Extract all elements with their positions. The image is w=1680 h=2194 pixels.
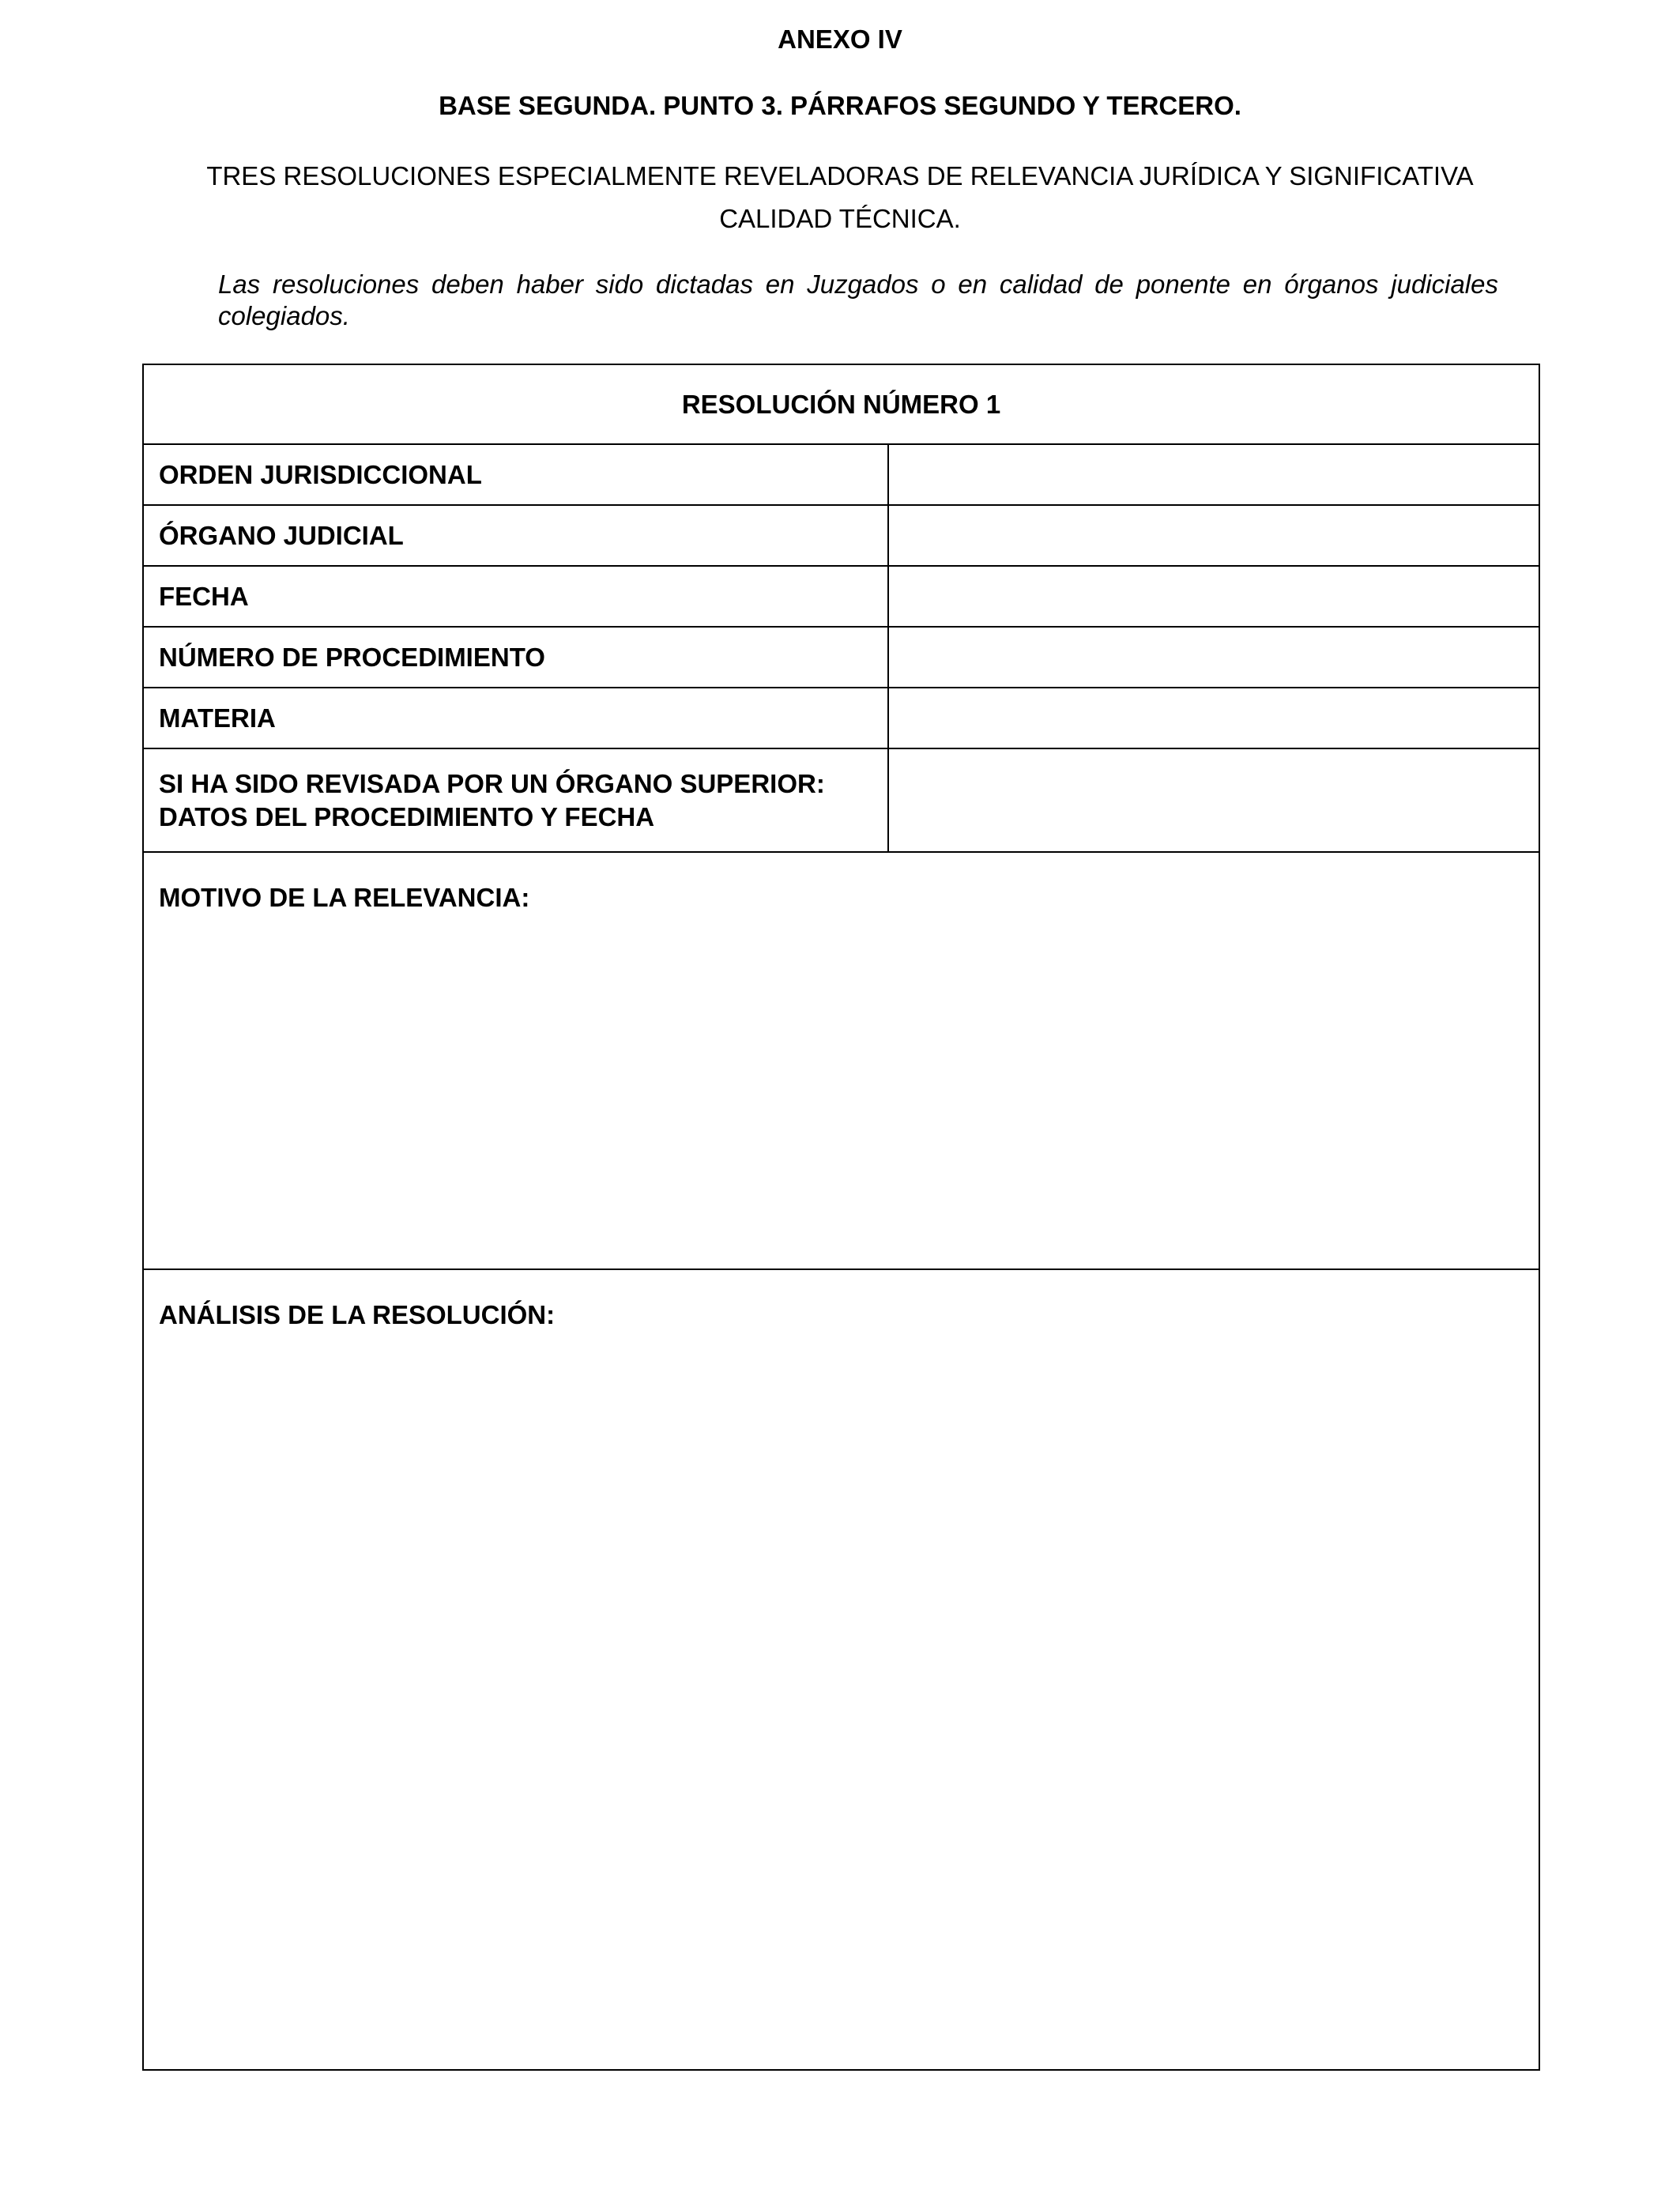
form-row-orden-jurisdiccional — [143, 444, 1539, 505]
annex-title: ANEXO IV — [778, 25, 902, 54]
form-row-numero-procedimiento — [143, 627, 1539, 688]
subtitle — [142, 155, 1538, 240]
field-value-revision[interactable] — [888, 748, 1539, 852]
form-title-row — [143, 364, 1539, 444]
analisis-block[interactable] — [143, 1269, 1539, 2070]
field-value-organo-judicial[interactable] — [888, 505, 1539, 566]
field-value-fecha[interactable] — [888, 566, 1539, 627]
field-label-fecha: FECHA — [143, 566, 888, 627]
form-row-revision — [143, 748, 1539, 852]
form-row-motivo — [143, 852, 1539, 1269]
analisis-label: ANÁLISIS DE LA RESOLUCIÓN: — [159, 1300, 556, 1329]
field-label-materia: MATERIA — [143, 688, 888, 748]
field-label-organo-judicial: ÓRGANO JUDICIAL — [143, 505, 888, 566]
form-title: RESOLUCIÓN NÚMERO 1 — [143, 364, 1539, 444]
field-label-revision-line-2: DATOS DEL PROCEDIMIENTO Y FECHA — [159, 801, 655, 831]
form-row-organo-judicial — [143, 505, 1539, 566]
form-row-fecha — [143, 566, 1539, 627]
subtitle-line-1: TRES RESOLUCIONES ESPECIALMENTE REVELADORAS DE RELEVANCIA JURÍDICA Y SIGNIFICATIVA — [206, 161, 1474, 190]
base-title: BASE SEGUNDA. PUNTO 3. PÁRRAFOS SEGUNDO Y TERCERO. — [439, 91, 1241, 120]
field-value-orden-jurisdiccional[interactable] — [888, 444, 1539, 505]
form-row-analisis — [143, 1269, 1539, 2070]
resolution-form-table — [142, 364, 1540, 2071]
field-label-orden-jurisdiccional: ORDEN JURISDICCIONAL — [143, 444, 888, 505]
field-label-revision-line-1: SI HA SIDO REVISADA POR UN ÓRGANO SUPERIOR: — [159, 768, 825, 798]
motivo-block[interactable] — [143, 852, 1539, 1269]
field-label-numero-procedimiento: NÚMERO DE PROCEDIMIENTO — [143, 627, 888, 688]
field-value-numero-procedimiento[interactable] — [888, 627, 1539, 688]
field-value-materia[interactable] — [888, 688, 1539, 748]
instructions-text: Las resoluciones deben haber sido dictadas en Juzgados o en calidad de ponente en órganos judiciales colegiados. — [218, 270, 1498, 330]
motivo-label: MOTIVO DE LA RELEVANCIA: — [159, 883, 530, 912]
subtitle-line-2: CALIDAD TÉCNICA. — [719, 204, 961, 233]
form-row-materia — [143, 688, 1539, 748]
field-label-revision — [143, 748, 888, 852]
